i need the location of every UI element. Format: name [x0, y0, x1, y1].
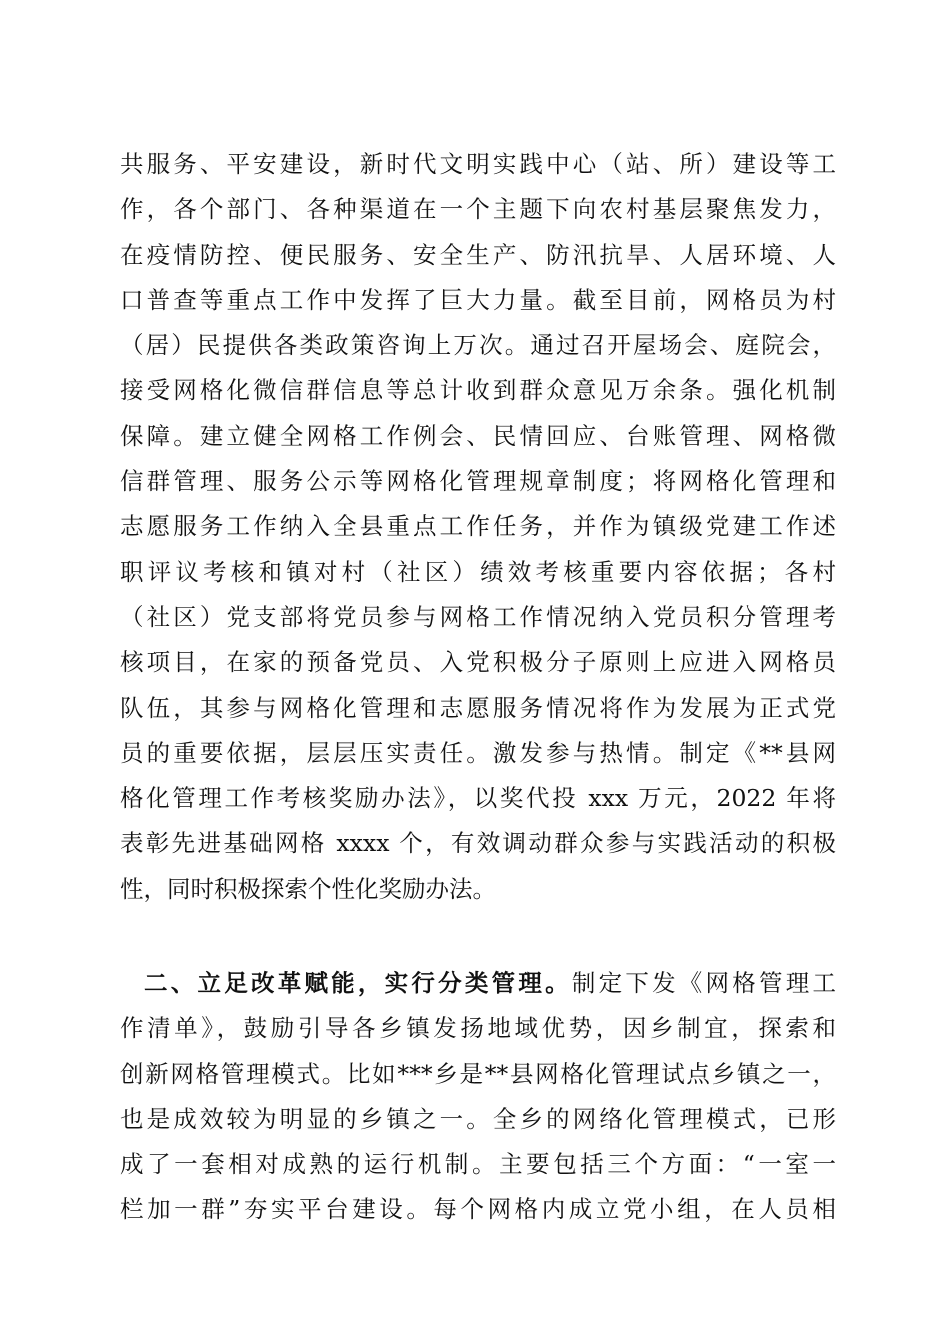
text-line: 员的重要依据，层层压实责任。激发参与热情。制定《**县网: [120, 738, 836, 767]
text-line: 性，同时积极探索个性化奖励办法。: [120, 874, 496, 903]
text-line: 队伍，其参与网格化管理和志愿服务情况将作为发展为正式党: [120, 693, 836, 722]
paragraph-2-first-line: [120, 961, 836, 1006]
text-line: （社区）党支部将党员参与网格工作情况纳入党员积分管理考: [120, 602, 836, 631]
paragraph-2: [120, 961, 836, 1233]
text-line: 信群管理、服务公示等网格化管理规章制度；将网格化管理和: [120, 467, 836, 496]
text-line: 表彰先进基础网格 xxxx 个，有效调动群众参与实践活动的积极: [120, 829, 836, 858]
text-line: 成了一套相对成熟的运行机制。主要包括三个方面：“一室一: [120, 1150, 836, 1179]
text-line: 也是成效较为明显的乡镇之一。全乡的网络化管理模式，已形: [120, 1104, 836, 1133]
paragraph-1: [120, 142, 836, 912]
heading-continuation: 制定下发《网格管理工: [571, 969, 837, 997]
text-line: （居）民提供各类政策咨询上万次。通过召开屋场会、庭院会，: [120, 331, 836, 360]
text-line: 接受网格化微信群信息等总计收到群众意见万余条。强化机制: [120, 376, 836, 405]
text-line: 职评议考核和镇对村（社区）绩效考核重要内容依据；各村: [120, 557, 836, 586]
text-line: 口普查等重点工作中发挥了巨大力量。截至目前，网格员为村: [120, 285, 836, 314]
text-line: 核项目，在家的预备党员、入党积极分子原则上应进入网格员: [120, 648, 836, 677]
text-line: 格化管理工作考核奖励办法》，以奖代投 xxx 万元，2022 年将: [120, 784, 836, 813]
text-line: 创新网格管理模式。比如***乡是**县网格化管理试点乡镇之一，: [120, 1059, 836, 1088]
text-line: 在疫情防控、便民服务、安全生产、防汛抗旱、人居环境、人: [120, 240, 836, 269]
text-line: 作，各个部门、各种渠道在一个主题下向农村基层聚焦发力，: [120, 195, 836, 224]
text-line: 作清单》，鼓励引导各乡镇发扬地域优势，因乡制宜，探索和: [120, 1014, 836, 1043]
text-line: 保障。建立健全网格工作例会、民情回应、台账管理、网格微: [120, 421, 836, 450]
text-line: 志愿服务工作纳入全县重点工作任务，并作为镇级党建工作述: [120, 512, 836, 541]
section-heading: 二、立足改革赋能，实行分类管理。: [144, 969, 572, 997]
text-line: 栏加一群”夯实平台建设。每个网格内成立党小组，在人员相: [120, 1195, 836, 1224]
text-line: 共服务、平安建设，新时代文明实践中心（站、所）建设等工: [120, 150, 836, 178]
